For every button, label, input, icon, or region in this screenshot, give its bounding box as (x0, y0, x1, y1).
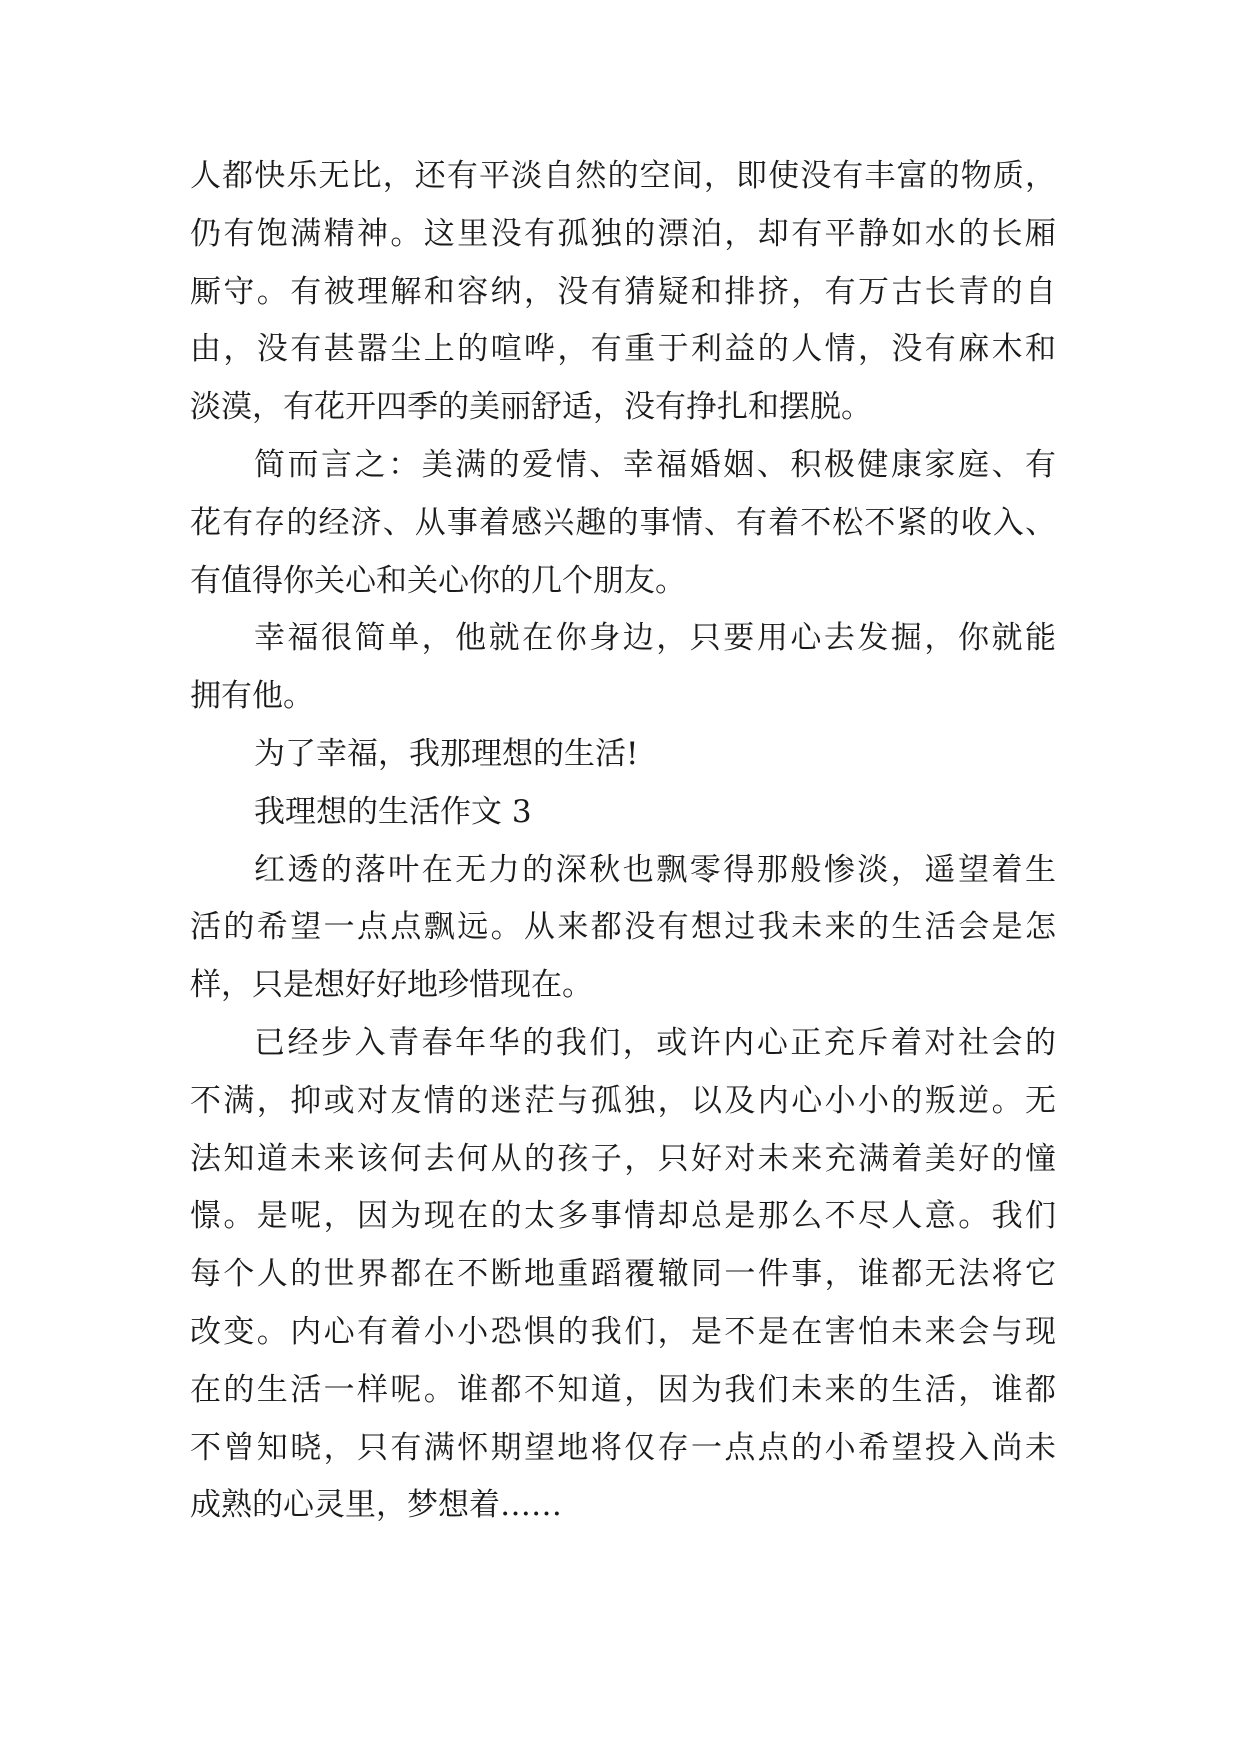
text-line: 在的生活一样呢。谁都不知道，因为我们未来的生活，谁都 (190, 1371, 1056, 1408)
text-line: 活的希望一点点飘远。从来都没有想过我未来的生活会是怎 (190, 909, 1056, 946)
text-line: 淡漠，有花开四季的美丽舒适，没有挣扎和摆脱。 (190, 389, 872, 426)
text-line: 成熟的心灵里，梦想着…… (190, 1487, 562, 1524)
text-line: 不曾知晓，只有满怀期望地将仅存一点点的小希望投入尚未 (190, 1429, 1056, 1466)
text-line: 人都快乐无比，还有平淡自然的空间，即使没有丰富的物质， (190, 158, 1056, 194)
text-line: 花有存的经济、从事着感兴趣的事情、有着不松不紧的收入、 (190, 504, 1056, 541)
text-line: 幸福很简单，他就在你身边，只要用心去发掘，你就能 (254, 620, 1056, 657)
text-line: 红透的落叶在无力的深秋也飘零得那般惨淡，遥望着生 (254, 851, 1056, 888)
text-line: 由，没有甚嚣尘上的喧哗，有重于利益的人情，没有麻木和 (190, 331, 1056, 368)
text-line: 有值得你关心和关心你的几个朋友。 (190, 562, 686, 599)
text-line: 已经步入青春年华的我们，或许内心正充斥着对社会的 (254, 1024, 1056, 1061)
text-line: 法知道未来该何去何从的孩子，只好对未来充满着美好的憧 (190, 1140, 1056, 1177)
text-line: 简而言之：美满的爱情、幸福婚姻、积极健康家庭、有 (254, 446, 1056, 483)
text-line: 厮守。有被理解和容纳，没有猜疑和排挤，有万古长青的自 (190, 273, 1056, 310)
body-text (190, 148, 1056, 1535)
text-line: 拥有他。 (190, 678, 314, 715)
text-line: 为了幸福，我那理想的生活! (254, 735, 639, 772)
text-line: 改变。内心有着小小恐惧的我们，是不是在害怕未来会与现 (190, 1313, 1056, 1350)
text-line: 样，只是想好好地珍惜现在。 (190, 967, 593, 1004)
text-line: 憬。是呢，因为现在的太多事情却总是那么不尽人意。我们 (190, 1198, 1056, 1235)
text-line: 每个人的世界都在不断地重蹈覆辙同一件事，谁都无法将它 (190, 1256, 1056, 1293)
text-line: 不满，抑或对友情的迷茫与孤独，以及内心小小的叛逆。无 (190, 1082, 1056, 1119)
text-line: 仍有饱满精神。这里没有孤独的漂泊，却有平静如水的长厢 (190, 215, 1056, 252)
section-heading: 我理想的生活作文 3 (254, 793, 532, 830)
